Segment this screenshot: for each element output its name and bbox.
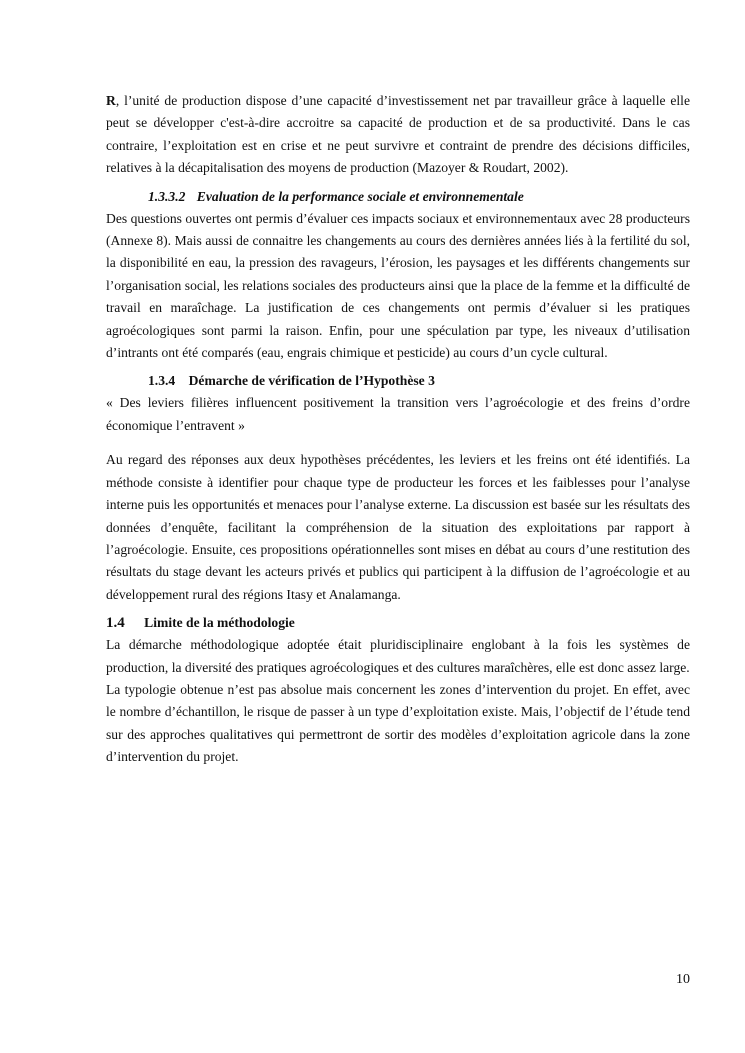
paragraph-limits-1: La démarche méthodologique adoptée était pluridisciplinaire englobant à la fois les systèmes de production, la diversité des pratiques agroécologiques et des cultures maraîchères, elle est donc assez large. <box>106 637 690 675</box>
heading-1-3-3-2 <box>106 186 690 208</box>
page-number: 10 <box>676 972 690 987</box>
heading-number: 1.4 <box>106 615 125 632</box>
heading-title: Démarche de vérification de l’Hypothèse 3 <box>188 373 435 389</box>
paragraph-hypothesis-quote: « Des leviers filières influencent positivement la transition vers l’agroécologie et des freins d’ordre économique l’entravent » <box>106 395 690 433</box>
page-content <box>106 90 690 769</box>
heading-title: Limite de la méthodologie <box>144 615 295 631</box>
heading-number: 1.3.3.2 <box>148 188 186 204</box>
heading-title: Evaluation de la performance sociale et environnementale <box>196 188 524 204</box>
heading-1-3-4 <box>106 370 690 392</box>
bold-letter: R <box>106 93 116 108</box>
paragraph-levers-brakes: Au regard des réponses aux deux hypothèses précédentes, les leviers et les freins ont été identifiés. La méthode consiste à identifier pour chaque type de producteur les forces et les faiblesses pour l’analyse interne puis les opportunités et menaces pour l’analyse externe. La discussion est basée sur les résultats des données d’enquête, facilitant la compréhension de la situation des exploitations par rapport à l’agroécologie. Ensuite, ces propositions opérationnelles sont mises en débat au cours d’une restitution des résultats du stage devant les acteurs privés et publics qui participent à la diffusion de l’agroécologie et au développement rural des régions Itasy et Analamanga. <box>106 452 690 602</box>
paragraph-text: , l’unité de production dispose d’une capacité d’investissement net par travailleur grâce à laquelle elle peut se développer c'est-à-dire accroitre sa capacité de production et de sa productivité. Dans le cas contraire, l’exploitation est en crise et ne peut survivre et contraint de prendre des décisions difficiles, relatives à la décapitalisation des moyens de production (Mazoyer & Roudart, 2002). <box>106 93 690 176</box>
heading-number: 1.3.4 <box>148 373 176 389</box>
paragraph-social-evaluation: Des questions ouvertes ont permis d’évaluer ces impacts sociaux et environnementaux avec 28 producteurs (Annexe 8). Mais aussi de connaitre les changements au cours des dernières années liés à la fertilité du sol, la disponibilité en eau, la pression des ravageurs, l’érosion, les paysages et les différents changements sur l’organisation social, les relations sociales des producteurs ainsi que la place de la femme et la difficulté de travail en maraîchage. La justification de ces changements ont permis d’évaluer si les pratiques agroécologiques sont parmi la raison. Enfin, pour une spéculation par type, les niveaux d’utilisation d’intrants ont été comparés (eau, engrais chimique et pesticide) au cours d’un cycle cultural. <box>106 210 690 361</box>
paragraph-limits-2: La typologie obtenue n’est pas absolue mais concernent les zones d’intervention du projet. En effet, avec le nombre d’échantillon, le risque de passer à un type d’exploitation existe. Mais, l’objectif de l’étude tend sur des approches qualitatives qui permettront de sortir des modèles d’exploitation agricole dans la zone d’intervention du projet. <box>106 681 690 765</box>
paragraph-rentability <box>106 90 690 180</box>
heading-1-4 <box>106 612 690 634</box>
